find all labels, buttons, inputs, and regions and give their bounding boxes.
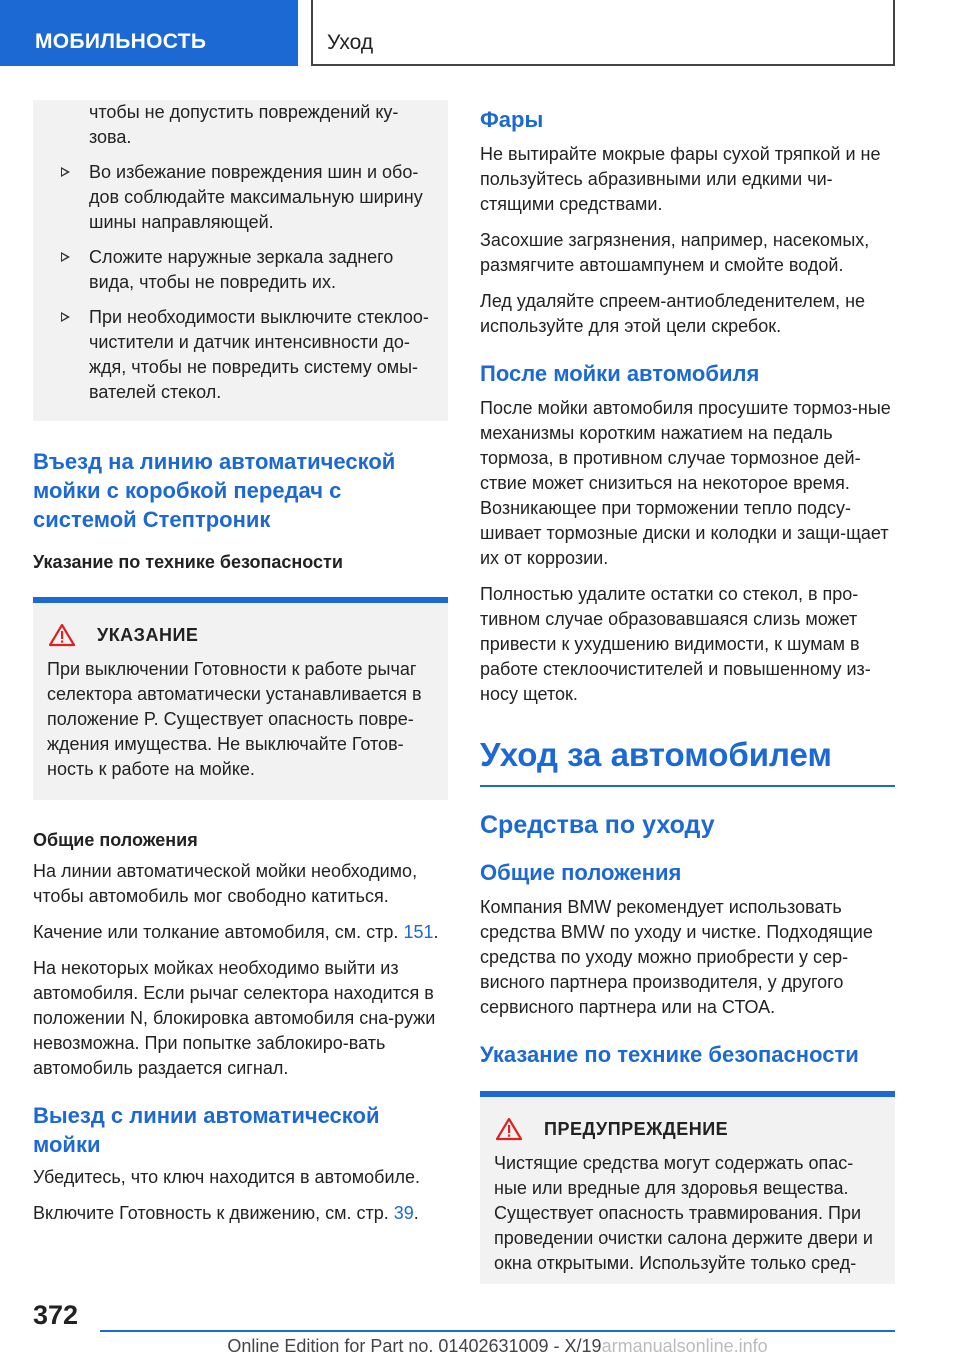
bullet-triangle-icon — [61, 167, 70, 177]
box-intro: чтобы не допустить повреждений ку-зова. — [89, 102, 399, 147]
chapter-title: Уход — [327, 31, 374, 54]
warning-text: Чистящие средства могут содержать опас-ные или вредные для здоровья вещества. Существует опасность травмирования. При проведении очистки салона держите двери и окна открытыми. Используйте только сред- — [494, 1153, 873, 1273]
notice-text: При выключении Готовности к работе рычаг селектора автоматически устанавливается в положение P. Существует опасность повре-ждения имущества. Не выключайте Готов-ность к работе на мойке. — [47, 659, 422, 779]
warning-title: ПРЕДУПРЕЖДЕНИЕ — [544, 1118, 729, 1139]
heading-general: Общие положения — [33, 830, 198, 850]
paragraph: После мойки автомобиля просушите тормоз-ные механизмы коротким нажатием на педаль тормоза, в противном случае тормозное дей-ствие может снизиться на некоторое время. Возникающее при торможении тепло подсу-шивает тормозные диски и колодки и защи-щает их от коррозии. — [480, 398, 891, 568]
bullet-triangle-icon — [61, 312, 70, 322]
carwash-tips-box — [33, 100, 448, 421]
header-bar — [311, 0, 895, 66]
paragraph: На линии автоматической мойки необходимо, чтобы автомобиль мог свободно катиться. — [33, 861, 418, 906]
paragraph: Качение или толкание автомобиля, см. стр. 151. — [33, 922, 439, 942]
list-item: Сложите наружные зеркала заднего вида, чтобы не повредить их. — [47, 245, 434, 295]
paragraph: На некоторых мойках необходимо выйти из автомобиля. Если рычаг селектора находится в положении N, блокировка автомобиля сна-ружи невозможна. При попытке заблокиро-вать автомобиль раздается сигнал. — [33, 958, 436, 1078]
heading-safety-right: Указание по технике безопасности — [480, 1042, 859, 1067]
paragraph: Убедитесь, что ключ находится в автомобиле. — [33, 1167, 421, 1187]
warning-triangle-icon — [496, 1117, 522, 1141]
notice-box — [33, 597, 448, 800]
notice-title: УКАЗАНИЕ — [97, 624, 199, 645]
paragraph: Лед удаляйте спреем-антиобледенителем, не используйте для этой цели скребок. — [480, 291, 866, 336]
footer-watermark: armanualsonline.info — [601, 1336, 768, 1356]
paragraph: Компания BMW рекомендует использовать средства BMW по уходу и чистке. Подходящие средства по уходу можно приобрести у сер-висного партнера производителя, у другого сервисного партнера или на СТОА. — [480, 897, 873, 1017]
heading-headlights: Фары — [480, 107, 544, 132]
heading-carwash-exit: Выезд с линии автоматической мойки — [33, 1103, 380, 1157]
paragraph: Включите Готовность к движению, см. стр. 39. — [33, 1203, 419, 1223]
paragraph: Полностью удалите остатки со стекол, в про-тивном случае образовавшаяся слизь может привести к ухудшению видимости, к шумам в работе стеклоочистителей и повышенному из-носу щеток. — [480, 584, 871, 704]
list-item: Во избежание повреждения шин и обо-дов соблюдайте максимальную ширину шины направляющей. — [47, 160, 434, 235]
page-link-151[interactable]: 151 — [403, 922, 434, 942]
heading-safety-note: Указание по технике безопасности — [33, 552, 343, 572]
footer-edition: Online Edition for Part no. 01402631009 - X/19armanualsonline.info — [227, 1336, 768, 1356]
footer-divider — [100, 1330, 895, 1332]
bullet-triangle-icon — [61, 252, 70, 262]
paragraph: Не вытирайте мокрые фары сухой тряпкой и не пользуйтесь абразивными или едкими чи-стящими средствами. — [480, 144, 881, 214]
heading-after-wash: После мойки автомобиля — [480, 361, 760, 386]
heading-care-products: Средства по уходу — [480, 811, 715, 839]
right-column — [480, 100, 895, 1284]
list-item: При необходимости выключите стеклоо-чистители и датчик интенсивности до-ждя, чтобы не повредить систему омы-вателей стекол. — [47, 305, 434, 405]
heading-vehicle-care: Уход за автомобилем — [480, 735, 895, 787]
left-column — [33, 100, 448, 1237]
warning-triangle-icon — [49, 623, 75, 647]
section-tab: МОБИЛЬНОСТЬ — [0, 0, 298, 66]
heading-carwash-entry: Въезд на линию автоматической мойки с коробкой передач с системой Стептроник — [33, 449, 396, 532]
heading-general-right: Общие положения — [480, 860, 682, 885]
warning-box — [480, 1091, 895, 1284]
page-link-39[interactable]: 39 — [393, 1203, 414, 1223]
paragraph: Засохшие загрязнения, например, насекомых, размягчите автошампунем и смойте водой. — [480, 230, 870, 275]
page-number: 372 — [33, 1300, 79, 1330]
